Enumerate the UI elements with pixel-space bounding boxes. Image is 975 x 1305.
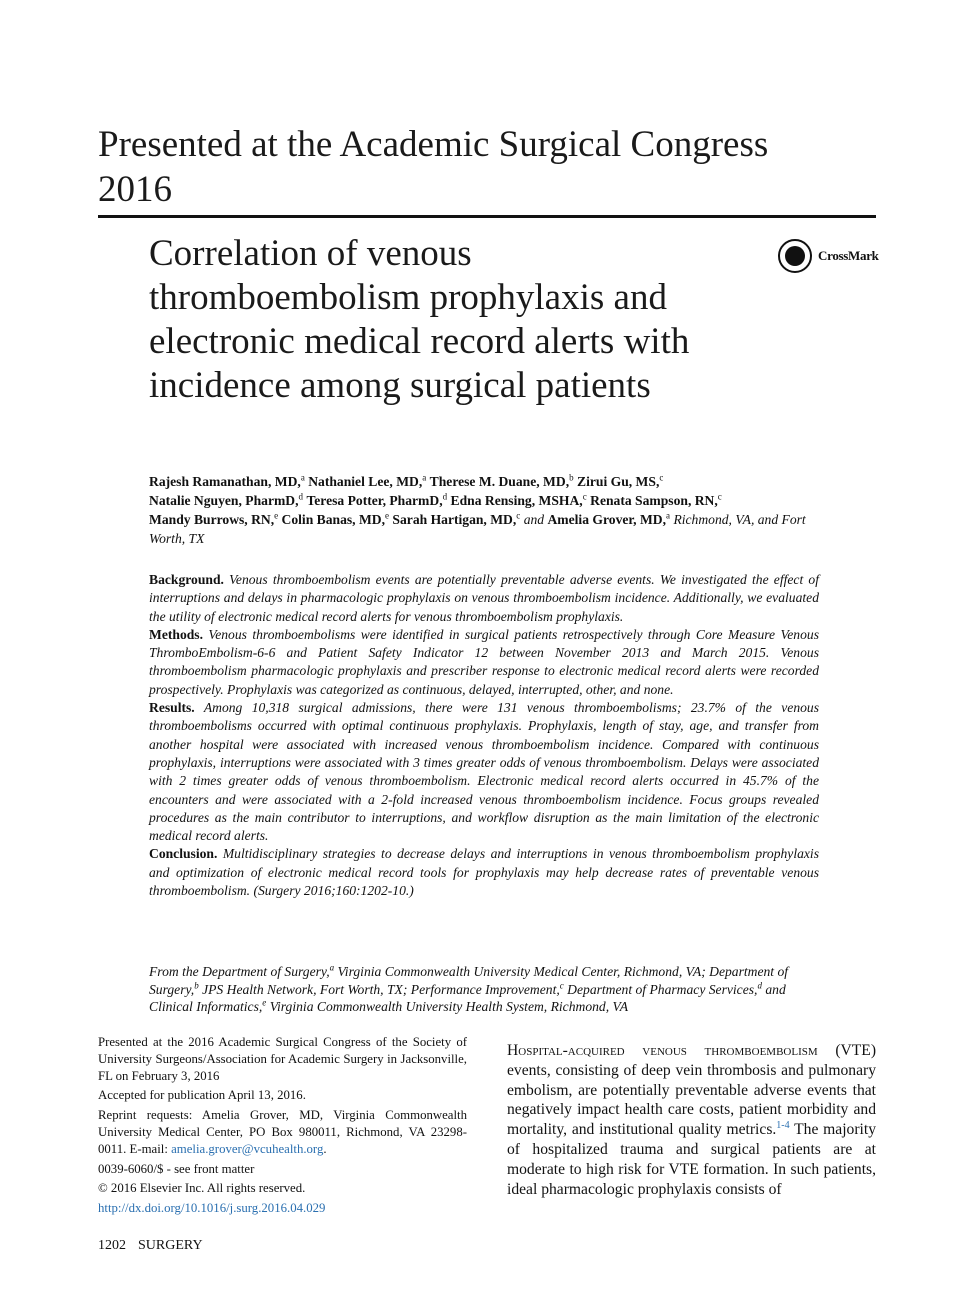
abstract	[149, 571, 819, 900]
author: Renata Sampson, RN,	[590, 493, 718, 508]
body-text: Hospital-acquired venous thromboembolism (VTE) events, consisting of deep vein thrombosis and pulmonary embolism, are potentially preventable adverse events that negatively impact health care costs, patient morbidity and mortality, and institutional quality metrics.$^{1-4}$ The majority of hospitalized trauma and surgical patients are at moderate to high risk for VTE formation. In such patients, ideal pharmacologic prophylaxis consists of	[507, 1042, 877, 1198]
abstract-methods: Methods. Venous thromboembolisms were identified in surgical patients retrospectively through Core Measure Venous ThromboEmbolism-6-6 and Patient Safety Indicator 12 between November 2013 and March 2015. Venous thromboembolism pharmacologic prophylaxis and prescriber response to electronic medical record alerts were recorded prospectively. Prophylaxis was categorized as continuous, delayed, interrupted, other, and none.	[149, 626, 819, 697]
abstract-results-label: Results.	[149, 700, 195, 716]
author: Amelia Grover, MD,	[547, 512, 667, 527]
author-affil-sup: d	[298, 491, 304, 502]
issn-note: 0039-6060/$ - see front matter	[98, 1161, 255, 1176]
author: Mandy Burrows, RN,	[149, 512, 275, 527]
author-list	[149, 472, 829, 548]
reference-link[interactable]: 1-4	[776, 1120, 790, 1131]
body-lead: Hospital-acquired venous thromboembolism	[507, 1042, 818, 1059]
abstract-conclusion-label: Conclusion.	[149, 846, 218, 862]
congress-banner: Presented at the Academic Surgical Congress 2016	[98, 124, 769, 210]
abstract-conclusion: Conclusion. Multidisciplinary strategies to decrease delays and interruptions in venous thromboembolism prophylaxis and optimization of electronic medical record tools for prophylaxis may help decrease rates of preventable venous thromboembolism. (Surgery 2016;160:1202-10.)	[149, 846, 820, 899]
page-number: 1202	[98, 1238, 126, 1253]
author: Therese M. Duane, MD,	[429, 474, 570, 489]
crossmark-badge[interactable]	[778, 239, 888, 279]
author: Sarah Hartigan, MD,	[392, 512, 517, 527]
author: Natalie Nguyen, PharmD,	[149, 493, 299, 508]
abstract-background: Background. Venous thromboembolism events are potentially preventable adverse events. We investigated the effect of interruptions and delays in pharmacologic prophylaxis on venous thromboembolism incidence. Additionally, we evaluated the utility of electronic medical record alerts for venous thromboembolism prophylaxis.	[149, 572, 820, 624]
header-rule	[98, 215, 876, 218]
crossmark-icon	[778, 239, 812, 273]
abstract-methods-label: Methods.	[149, 626, 203, 642]
copyright-note: © 2016 Elsevier Inc. All rights reserved.	[98, 1181, 306, 1196]
author: Edna Rensing, MSHA,	[450, 493, 583, 508]
author-affil-sup: c	[582, 491, 587, 502]
article-notes	[98, 1034, 467, 1220]
author-affil-sup: c	[717, 491, 722, 502]
abstract-background-label: Background.	[149, 572, 224, 587]
author-affil-sup: d	[442, 491, 448, 502]
presented-note: Presented at the 2016 Academic Surgical Congress of the Society of University Surgeons/Association for Academic Surgery in Jacksonville, FL on February 3, 2016	[98, 1035, 467, 1083]
author-affil-sup: b	[569, 472, 574, 483]
author-affil-sup: a	[300, 472, 305, 483]
author-affil-sup: a	[422, 472, 427, 483]
page-footer	[98, 1238, 203, 1254]
author-affil-sup: a	[666, 510, 671, 521]
author-affil-sup: c	[659, 472, 664, 483]
authors-location: Richmond, VA, and Fort Worth, TX	[149, 512, 806, 546]
affiliations: From the Department of Surgery,$^a$ Virginia Commonwealth University Medical Center, Richmond, VA; Department of Surgery,$^b$ JPS Health Network, Fort Worth, TX; Performance Improvement,$^c$ Department of Pharmacy Services,$^d$ and Clinical Informatics,$^e$ Virginia Commonwealth University Health System, Richmond, VA	[149, 962, 789, 1014]
author: Nathaniel Lee, MD,	[308, 474, 423, 489]
journal-name: SURGERY	[138, 1238, 203, 1253]
abstract-results: Results. Among 10,318 surgical admissions, there were 131 venous thromboembolisms; 23.7% of the venous thromboembolisms occurred with optimal continuous prophylaxis. Prophylaxis, length of stay, age, and transfer from another hospital were associated with increased venous thromboembolism incidence. Compared with continuous prophylaxis, interruptions were associated with 3 times greater odds of venous thromboembolism. Delays were associated with 2 times greater odds of venous thromboembolism. Electronic medical record alerts occurred in 45.7% of the encounters and were associated with a 2-fold increased venous thromboembolism incidence. Focus groups revealed procedures as the main contributor to interruptions, and workflow disruption as the main limitation of the electronic medical record alerts.	[149, 700, 819, 844]
author: Colin Banas, MD,	[281, 512, 386, 527]
reprint-note: Reprint requests: Amelia Grover, MD, Virginia Commonwealth University Medical Center, PO Box 980011, Richmond, VA 23298-0011. E-mail: amelia.grover@vcuhealth.org.	[98, 1108, 467, 1156]
doi-link[interactable]: http://dx.doi.org/10.1016/j.surg.2016.04.029	[98, 1201, 326, 1216]
email-link[interactable]: amelia.grover@vcuhealth.org	[171, 1141, 324, 1156]
article-title: Correlation of venous thromboembolism prophylaxis and electronic medical record alerts with incidence among surgical patients	[149, 233, 690, 406]
crossmark-label: CrossMark	[818, 248, 879, 263]
author: Zirui Gu, MS,	[577, 474, 660, 489]
author-affil-sup: c	[516, 510, 521, 521]
author-affil-sup: e	[385, 510, 390, 521]
accepted-note: Accepted for publication April 13, 2016.	[98, 1088, 306, 1103]
authors-and: and	[523, 512, 545, 527]
author: Teresa Potter, PharmD,	[306, 493, 443, 508]
author: Rajesh Ramanathan, MD,	[149, 474, 301, 489]
author-affil-sup: e	[274, 510, 279, 521]
